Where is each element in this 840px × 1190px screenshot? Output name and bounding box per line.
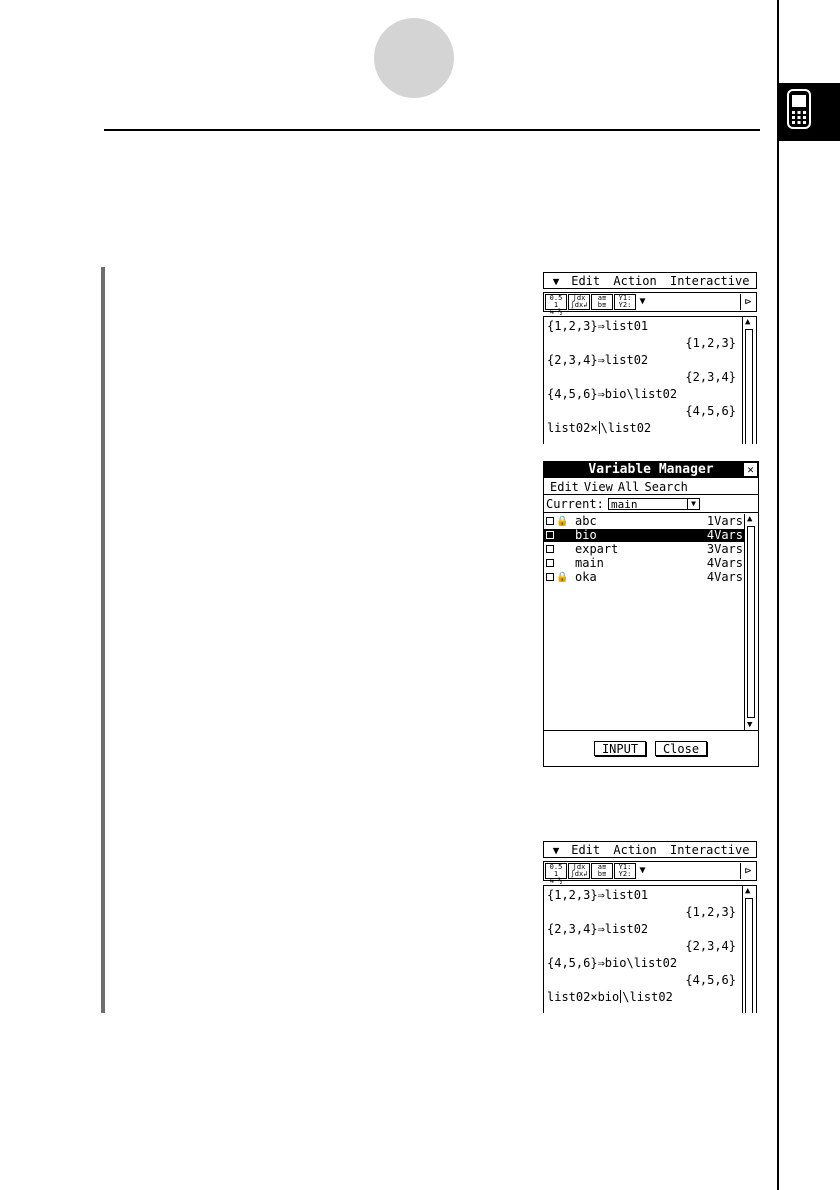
folder-name: oka	[575, 570, 597, 584]
history-result: {1,2,3}	[685, 336, 736, 350]
lock-icon: 🔒	[556, 516, 569, 527]
work-area[interactable]	[543, 885, 757, 1013]
variable-manager-button[interactable]: a≡ b≡	[591, 294, 613, 310]
chevron-down-icon[interactable]: ▼	[687, 498, 699, 510]
integral-button[interactable]: ∫dx ∫dx↲	[568, 863, 590, 879]
input-text-after: \list02	[600, 421, 652, 435]
folder-name: expart	[575, 542, 619, 556]
menu-action[interactable]: Action	[613, 843, 657, 857]
variable-manager-window	[543, 461, 759, 767]
integral-button[interactable]: ∫dx ∫dx↲	[568, 294, 590, 310]
history-result: {4,5,6}	[685, 404, 736, 418]
scrollbar[interactable]	[744, 514, 758, 730]
current-folder-value: main	[611, 498, 638, 511]
header-rule	[104, 129, 760, 131]
graph-editor-button[interactable]: Y1: Y2:	[614, 294, 636, 310]
folder-list	[544, 514, 758, 730]
menu-interactive[interactable]: Interactive	[669, 274, 750, 288]
scrollbar[interactable]	[742, 317, 756, 444]
scrollbar[interactable]	[742, 886, 756, 1013]
checkbox[interactable]	[546, 559, 554, 567]
history-line: {4,5,6}⇒bio\list02	[547, 956, 678, 970]
menu-search[interactable]: Search	[644, 480, 688, 494]
history-line: {2,3,4}⇒list02	[547, 922, 649, 936]
folder-row-main[interactable]	[544, 557, 744, 570]
current-label: Current:	[546, 497, 604, 511]
folder-count: 4Vars	[706, 528, 743, 542]
scroll-up-icon[interactable]: ▲	[745, 886, 751, 896]
checkbox[interactable]	[546, 517, 554, 525]
folder-row-bio[interactable]	[544, 529, 744, 542]
input-button[interactable]: INPUT	[594, 741, 646, 756]
folder-row-expart[interactable]	[544, 543, 744, 556]
variable-manager-button[interactable]: a≡ b≡	[591, 863, 613, 879]
main-app-screen-1	[543, 272, 759, 444]
menu-edit[interactable]: Edit	[550, 480, 579, 494]
input-text-after: \list02	[622, 990, 673, 1004]
folder-count: 1Vars	[706, 514, 743, 528]
vm-menu-bar	[544, 479, 758, 495]
margin-line	[777, 0, 779, 1190]
toolbar-next-icon[interactable]: ⊳	[740, 863, 755, 879]
menu-bar	[543, 841, 757, 858]
menu-edit[interactable]: Edit	[571, 274, 601, 288]
close-button[interactable]: Close	[655, 741, 707, 756]
step-bar	[101, 267, 105, 1013]
history-result: {2,3,4}	[685, 939, 736, 953]
history-line: {1,2,3}⇒list01	[547, 888, 649, 902]
folder-count: 3Vars	[706, 542, 743, 556]
folder-count: 4Vars	[706, 556, 743, 570]
fraction-toggle-button[interactable]: 0.5 1 ⇆ ½	[545, 863, 567, 879]
menu-view[interactable]: View	[583, 480, 613, 494]
input-line[interactable]	[547, 990, 673, 1004]
input-line[interactable]	[547, 421, 651, 435]
current-folder-select[interactable]	[608, 498, 700, 510]
chevron-down-icon[interactable]: ▼	[552, 275, 560, 288]
chapter-tab	[777, 83, 840, 141]
toolbar	[543, 292, 757, 316]
work-area[interactable]	[543, 316, 757, 444]
scroll-track[interactable]	[745, 329, 753, 444]
menu-edit[interactable]: Edit	[571, 843, 601, 857]
window-title-text: Variable Manager	[588, 462, 714, 477]
menu-action[interactable]: Action	[613, 274, 657, 288]
history-result: {1,2,3}	[685, 905, 736, 919]
input-text-before: list02×	[547, 421, 598, 435]
checkbox[interactable]	[546, 531, 554, 539]
menu-all[interactable]: All	[617, 480, 640, 494]
input-text-before: list02×bio	[547, 990, 620, 1004]
close-icon[interactable]: ✕	[744, 463, 757, 476]
history-line: {4,5,6}⇒bio\list02	[547, 387, 678, 401]
text-cursor	[599, 421, 600, 434]
chapter-circle	[374, 18, 454, 98]
scroll-up-icon[interactable]: ▲	[747, 514, 753, 524]
graph-editor-button[interactable]: Y1: Y2:	[614, 863, 636, 879]
scroll-up-icon[interactable]: ▲	[745, 317, 751, 327]
scroll-track[interactable]	[745, 898, 753, 1013]
folder-name: bio	[575, 528, 597, 542]
calculator-icon	[777, 83, 840, 141]
folder-row-abc[interactable]	[544, 515, 744, 528]
scroll-track[interactable]	[747, 526, 755, 718]
menu-bar	[543, 272, 757, 289]
toolbar	[543, 861, 757, 885]
toolbar-dropdown-icon[interactable]: ▼	[639, 296, 646, 307]
checkbox[interactable]	[546, 545, 554, 553]
toolbar-dropdown-icon[interactable]: ▼	[639, 865, 646, 876]
current-folder-row	[544, 496, 758, 513]
folder-row-oka[interactable]	[544, 571, 744, 584]
history-line: {1,2,3}⇒list01	[547, 319, 649, 333]
folder-name: main	[575, 556, 604, 570]
dialog-footer	[544, 730, 758, 766]
chevron-down-icon[interactable]: ▼	[552, 844, 560, 857]
history-result: {2,3,4}	[685, 370, 736, 384]
history-result: {4,5,6}	[685, 973, 736, 987]
scroll-down-icon[interactable]: ▼	[747, 720, 753, 730]
main-app-screen-2	[543, 841, 759, 1013]
checkbox[interactable]	[546, 573, 554, 581]
menu-interactive[interactable]: Interactive	[669, 843, 750, 857]
history-line: {2,3,4}⇒list02	[547, 353, 649, 367]
folder-name: abc	[575, 514, 597, 528]
window-title	[544, 462, 758, 478]
fraction-toggle-button[interactable]: 0.5 1 ⇆ ½	[545, 294, 567, 310]
folder-count: 4Vars	[706, 570, 743, 584]
lock-icon: 🔒	[556, 572, 569, 583]
toolbar-next-icon[interactable]: ⊳	[740, 294, 755, 310]
